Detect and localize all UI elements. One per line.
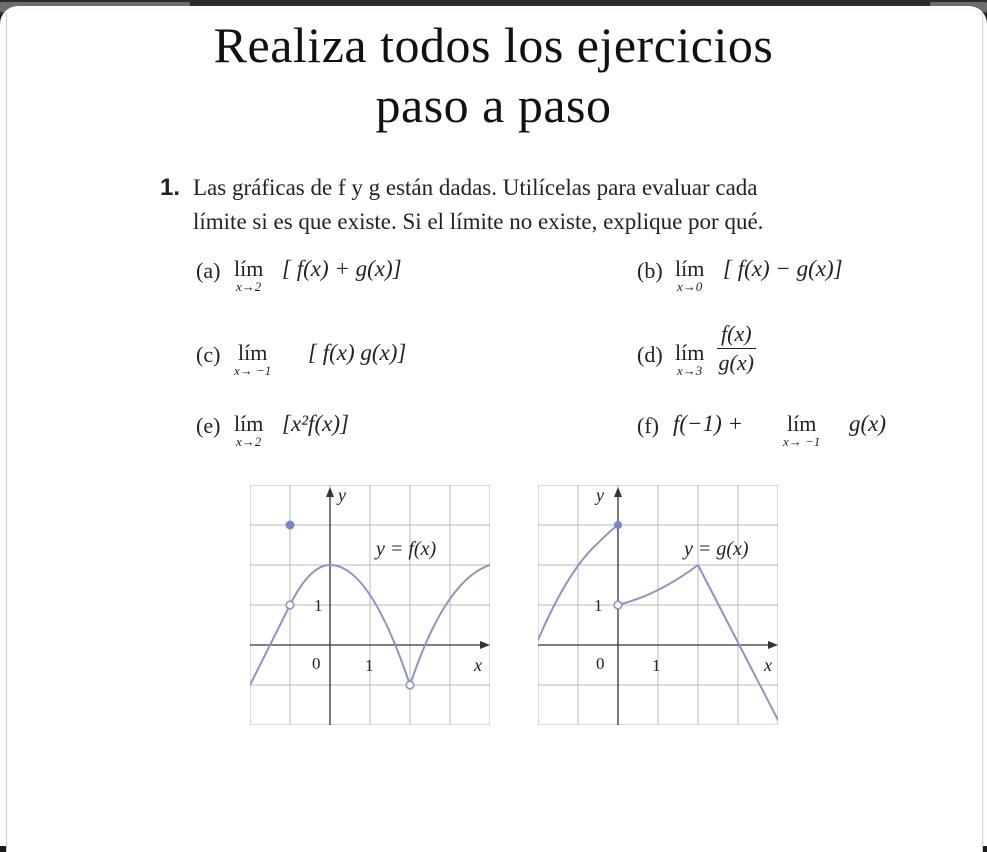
graph-g [538, 485, 778, 725]
page-title-line-1: Realiza todos los ejercicios [213, 17, 774, 73]
graph-f-origin-label: 0 [312, 654, 321, 673]
fraction-denominator: g(x) [718, 350, 754, 375]
limit-operator [675, 258, 704, 294]
graph-g-y-arrow [614, 487, 622, 497]
lim-subscript: x→3 [677, 363, 703, 378]
lim-word: lím [786, 411, 817, 436]
item-d [637, 321, 837, 402]
graph-g-x-tick-1: 1 [652, 656, 661, 675]
lim-word: lím [234, 256, 264, 281]
lim-word: lím [234, 411, 264, 436]
item-e [196, 413, 496, 463]
item-label: (f) [637, 413, 659, 438]
graph-f-open-point [286, 601, 294, 609]
graph-f-y-tick-1: 1 [314, 596, 323, 615]
graph-g-filled-point [614, 521, 622, 529]
item-label: (c) [196, 342, 221, 367]
graph-f-filled-point [286, 521, 295, 530]
graph-g-x-label: x [764, 655, 772, 675]
limit-expression: [x²f(x)] [282, 411, 349, 436]
lim-subscript: x→0 [677, 279, 703, 294]
item-label: (a) [196, 258, 221, 283]
problem-text-line-1: Las gráficas de f y g están dadas. Utilícelas para evaluar cada [193, 175, 758, 200]
graph-g-x-arrow [768, 641, 778, 649]
lim-word: lím [237, 340, 268, 365]
lim-word: lím [675, 340, 705, 365]
graph-f-x-label: x [474, 655, 482, 675]
item-a [196, 258, 496, 308]
graph-f-open-point [406, 681, 414, 689]
limit-expression: [ f(x) − g(x)] [723, 256, 843, 281]
limit-expression: g(x) [849, 411, 887, 436]
lim-subscript: x→ −1 [783, 434, 821, 449]
fraction-numerator: f(x) [717, 320, 756, 349]
limit-operator [234, 342, 271, 378]
item-label: (e) [196, 413, 221, 438]
lim-subscript: x→2 [236, 279, 262, 294]
limit-operator [234, 258, 263, 294]
limit-expression: [ f(x) + g(x)] [282, 256, 402, 281]
limit-expression: [ f(x) g(x)] [308, 340, 407, 365]
graph-f-y-label: y [338, 485, 346, 505]
page-title-line-2: paso a paso [375, 77, 612, 133]
graph-g-open-point [614, 601, 622, 609]
graph-f-y-arrow [326, 487, 334, 497]
graph-f-x-arrow [480, 641, 490, 649]
item-f [637, 413, 957, 463]
graph-f [250, 485, 490, 725]
problem-number: 1. [160, 174, 181, 201]
item-label: (b) [637, 258, 663, 283]
limit-operator [783, 413, 820, 449]
limit-fraction [717, 320, 756, 377]
graph-g-grid [538, 485, 778, 725]
graph-g-origin-label: 0 [596, 654, 605, 673]
graph-g-y-tick-1: 1 [594, 596, 603, 615]
limit-operator [234, 413, 263, 449]
lim-subscript: x→ −1 [234, 363, 272, 378]
problem-text-line-2: límite si es que existe. Si el límite no existe, explique por qué. [193, 209, 764, 234]
graph-f-curve-label: y = f(x) [376, 538, 437, 560]
lim-word: lím [675, 256, 705, 281]
lim-subscript: x→2 [236, 434, 262, 449]
graph-g-curve-label: y = g(x) [684, 538, 749, 560]
graph-f-x-tick-1: 1 [365, 656, 374, 675]
item-c [196, 342, 496, 392]
limit-prefix: f(−1) + [673, 411, 743, 436]
item-b [637, 258, 957, 308]
item-label: (d) [637, 342, 663, 367]
graph-g-y-label: y [596, 485, 604, 505]
limit-operator [675, 342, 704, 378]
